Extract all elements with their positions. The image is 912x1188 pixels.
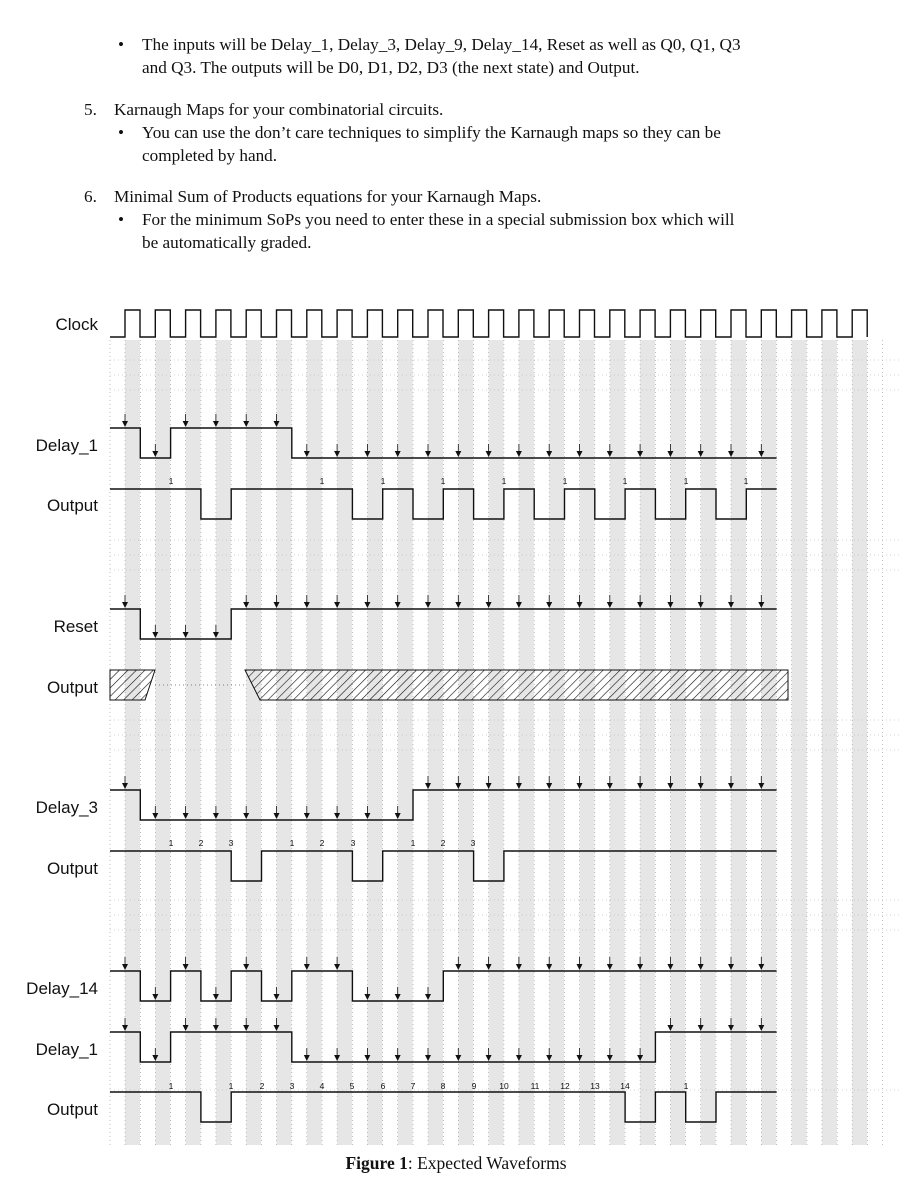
clock-waveform (110, 310, 867, 337)
counter-label: 1 (743, 476, 749, 486)
text-line: The inputs will be Delay_1, Delay_3, Delay_9, Delay_14, Reset as well as Q0, Q1, Q3 (142, 35, 741, 54)
counter-label: 7 (410, 1081, 416, 1091)
counter-label: 1 (622, 476, 628, 486)
clock-high-stripe (216, 340, 231, 1145)
caption-label: Figure 1 (345, 1153, 408, 1173)
text-line: and Q3. The outputs will be D0, D1, D2, D3 (the next state) and Output. (142, 58, 640, 77)
counter-label: 3 (228, 838, 234, 848)
bullet-dot: • (118, 123, 125, 142)
counter-label: 13 (590, 1081, 600, 1091)
clock-high-stripe (822, 340, 837, 1145)
dont-care-region (245, 670, 788, 700)
counter-label: 1 (410, 838, 416, 848)
clock-high-stripe (731, 340, 746, 1145)
clock-high-stripe (852, 340, 867, 1145)
text-line: For the minimum SoPs you need to enter these in a special submission box which will (142, 210, 735, 229)
clock-high-stripe (701, 340, 716, 1145)
counter-label: 1 (562, 476, 568, 486)
counter-label: 12 (560, 1081, 570, 1091)
figure-caption (0, 1153, 912, 1174)
clock-high-stripe (186, 340, 201, 1145)
list-number: 5. (84, 100, 97, 119)
clock-high-stripe (670, 340, 685, 1145)
counter-label: 1 (380, 476, 386, 486)
signal-label-clock: Clock (55, 315, 98, 334)
counter-label: 3 (470, 838, 476, 848)
counter-label: 8 (440, 1081, 446, 1091)
clock-high-stripe (549, 340, 564, 1145)
counter-label: 2 (319, 838, 325, 848)
clock-high-stripe (640, 340, 655, 1145)
signal-label-output: Output (46, 1100, 98, 1119)
clock-high-stripe (761, 340, 776, 1145)
list-heading: Karnaugh Maps for your combinatorial circuits. (114, 100, 444, 119)
counter-label: 2 (440, 838, 446, 848)
text-line: completed by hand. (142, 146, 278, 165)
signal-label-reset: Reset (53, 617, 98, 636)
signal-label-output: Output (46, 678, 98, 697)
clock-high-stripe (246, 340, 261, 1145)
counter-label: 4 (319, 1081, 325, 1091)
counter-label: 1 (228, 1081, 234, 1091)
counter-label: 1 (168, 476, 174, 486)
counter-label: 6 (380, 1081, 386, 1091)
clock-high-stripe (428, 340, 443, 1145)
counter-label: 1 (440, 476, 446, 486)
counter-label: 10 (499, 1081, 509, 1091)
text-line: You can use the don’t care techniques to simplify the Karnaugh maps so they can be (142, 123, 721, 142)
signal-label-output: Output (46, 496, 98, 515)
clock-high-stripe (519, 340, 534, 1145)
counter-label: 9 (471, 1081, 477, 1091)
signal-label-delay-1: Delay_1 (35, 436, 98, 455)
clock-high-stripe (367, 340, 382, 1145)
caption-text: : Expected Waveforms (407, 1153, 567, 1173)
counter-label: 5 (349, 1081, 355, 1091)
clock-high-stripe (337, 340, 352, 1145)
clock-high-stripe (398, 340, 413, 1145)
clock-high-stripe (307, 340, 322, 1145)
bullet-dot: • (118, 210, 125, 229)
signal-label-output: Output (46, 859, 98, 878)
clock-high-stripe (155, 340, 170, 1145)
list-number: 6. (84, 187, 97, 206)
list-heading: Minimal Sum of Products equations for your Karnaugh Maps. (114, 187, 542, 206)
signal-label-delay-1: Delay_1 (35, 1040, 98, 1059)
counter-label: 1 (683, 1081, 689, 1091)
clock-high-stripe (792, 340, 807, 1145)
counter-label: 14 (620, 1081, 630, 1091)
clock-high-stripe (489, 340, 504, 1145)
counter-label: 2 (259, 1081, 265, 1091)
clock-high-stripe (458, 340, 473, 1145)
signal-label-delay-14: Delay_14 (26, 979, 98, 998)
clock-high-stripe (277, 340, 292, 1145)
counter-label: 11 (530, 1081, 540, 1091)
clock-high-stripe (125, 340, 140, 1145)
bullet-dot: • (118, 35, 125, 54)
counter-label: 3 (289, 1081, 295, 1091)
counter-label: 1 (168, 838, 174, 848)
counter-label: 1 (501, 476, 507, 486)
counter-label: 2 (198, 838, 204, 848)
counter-label: 1 (289, 838, 295, 848)
text-line: be automatically graded. (142, 233, 312, 252)
clock-high-stripe (580, 340, 595, 1145)
signal-label-delay-3: Delay_3 (35, 798, 98, 817)
counter-label: 3 (350, 838, 356, 848)
counter-label: 1 (319, 476, 325, 486)
counter-label: 1 (683, 476, 689, 486)
counter-label: 1 (168, 1081, 174, 1091)
dont-care-region (110, 670, 155, 700)
clock-high-stripe (610, 340, 625, 1145)
